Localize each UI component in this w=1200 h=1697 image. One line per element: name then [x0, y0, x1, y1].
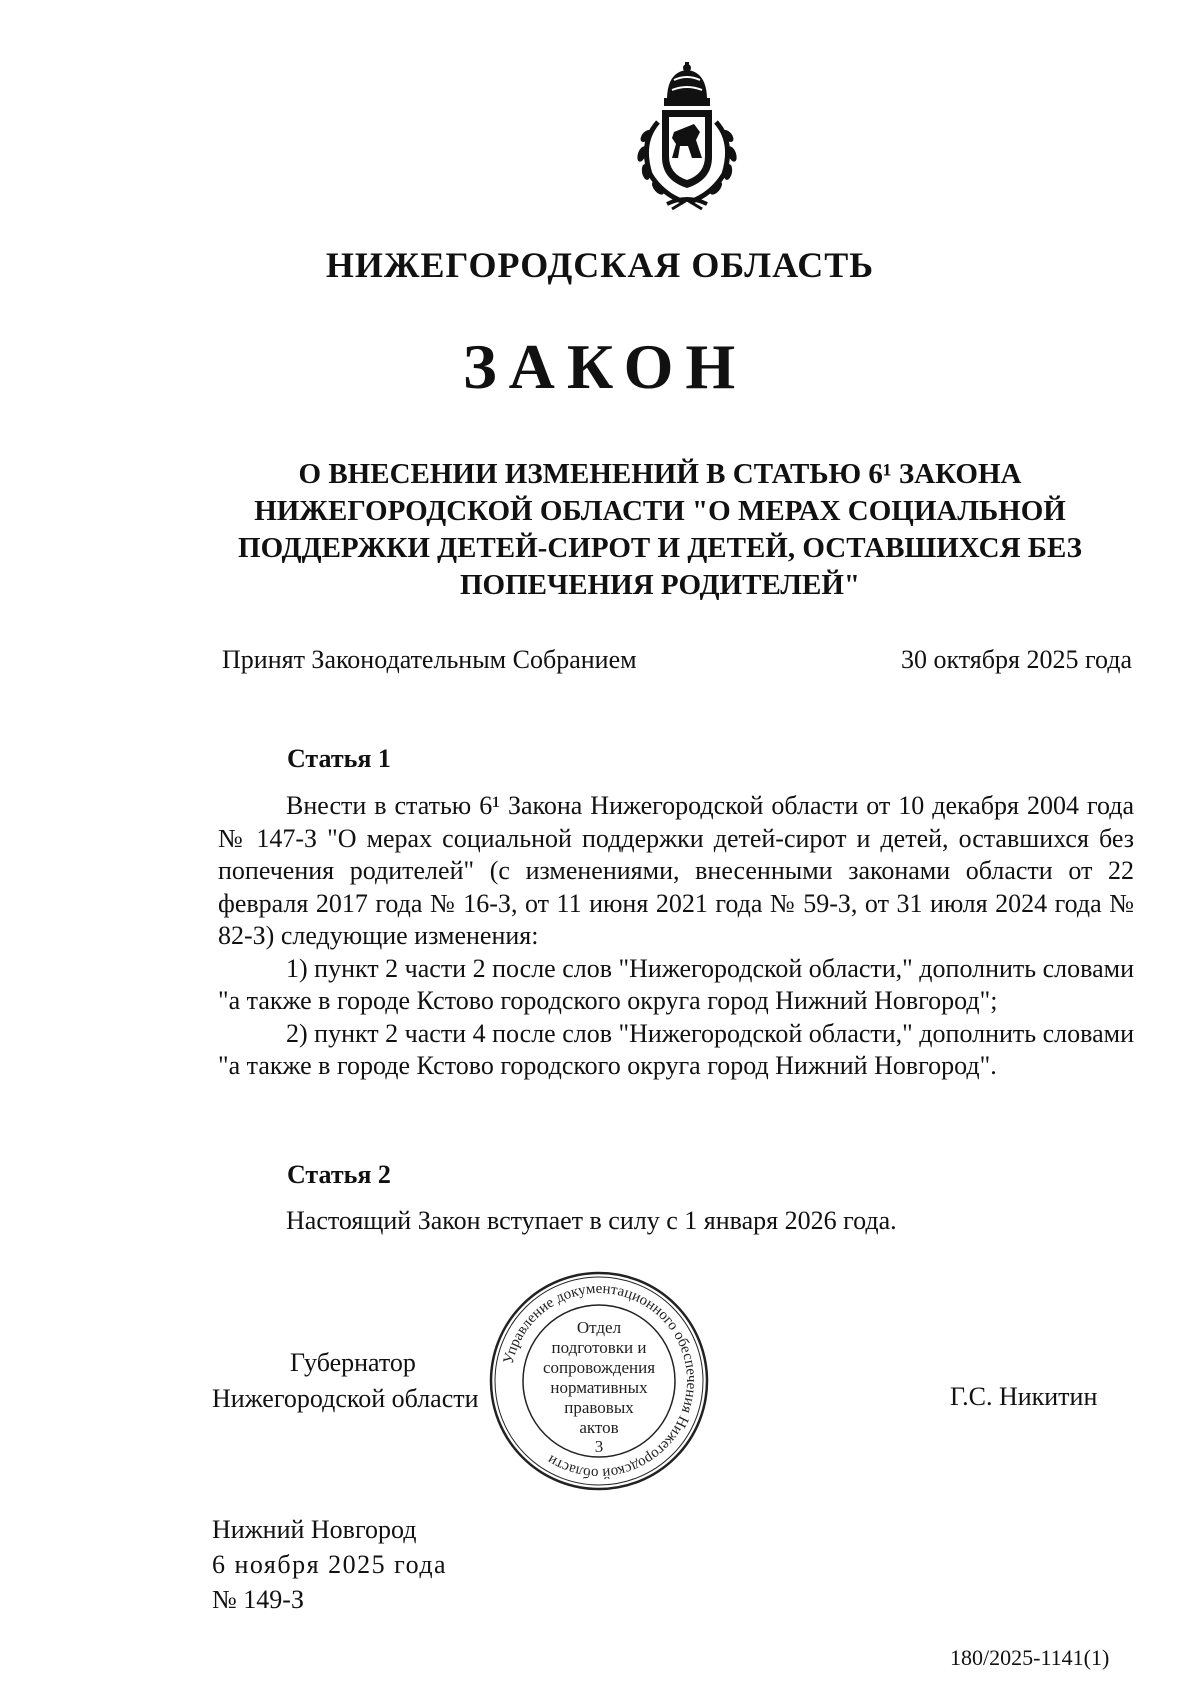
- article-1-paragraph: 1) пункт 2 части 2 после слов "Нижегородской области," дополнить словами "а также в городе Кстово городского округа город Нижний Новгород";: [218, 953, 1134, 1015]
- seal-center-line: правовых: [564, 1398, 634, 1417]
- document-type: ЗАКОН: [462, 331, 748, 402]
- law-title: [230, 456, 1090, 604]
- law-title-line: ПОПЕЧЕНИЯ РОДИТЕЛЕЙ": [459, 569, 861, 601]
- seal-center-line: актов: [579, 1418, 619, 1437]
- signing-date: 6 ноября 2025 года: [212, 1550, 448, 1579]
- city: Нижний Новгород: [212, 1515, 417, 1544]
- seal-center-line: нормативных: [550, 1378, 648, 1397]
- registration-number: 180/2025-1141(1): [950, 1645, 1110, 1670]
- law-title-line: О ВНЕСЕНИИ ИЗМЕНЕНИЙ В СТАТЬЮ 6¹ ЗАКОНА: [298, 458, 1022, 490]
- seal-center-line: Отдел: [576, 1318, 622, 1337]
- region-name: НИЖЕГОРОДСКАЯ ОБЛАСТЬ: [325, 245, 875, 285]
- adoption-label: Принят Законодательным Собранием: [222, 645, 637, 674]
- signatory-position-line: Губернатор: [290, 1348, 416, 1377]
- article-1-paragraph: Внести в статью 6¹ Закона Нижегородской области от 10 декабря 2004 года № 147-З "О мерах социальной поддержки детей-сирот и детей, оставшихся без попечения родителей" (с изменениями, внесенными законами области от 22 февраля 2017 года № 16-З, от 11 июня 2021 года № 59-З, от 31 июля 2024 года № 82-З) следующие изменения:: [218, 791, 1134, 950]
- law-title-line: ПОДДЕРЖКИ ДЕТЕЙ-СИРОТ И ДЕТЕЙ, ОСТАВШИХСЯ БЕЗ: [238, 532, 1082, 564]
- seal-center-line: сопровождения: [542, 1358, 656, 1377]
- law-title-line: НИЖЕГОРОДСКОЙ ОБЛАСТИ "О МЕРАХ СОЦИАЛЬНОЙ: [254, 495, 1066, 527]
- law-number: № 149-З: [212, 1585, 304, 1614]
- article-1-paragraph: 2) пункт 2 части 4 после слов "Нижегородской области," дополнить словами "а также в городе Кстово городского округа город Нижний Новгород".: [218, 1018, 1134, 1080]
- adoption-date: 30 октября 2025 года: [901, 645, 1132, 674]
- signatory-name: Г.С. Никитин: [950, 1382, 1098, 1411]
- seal-center-line: подготовки и: [551, 1338, 647, 1357]
- article-1-body: [218, 790, 1134, 1083]
- coat-of-arms-icon: [622, 62, 752, 212]
- signatory-position: [212, 1345, 479, 1417]
- article-2-body: [218, 1205, 1134, 1238]
- signatory-position-line: Нижегородской области: [212, 1384, 479, 1413]
- seal-ring-text: Управление документационного обеспечения Нижегородской области: [500, 1280, 700, 1482]
- official-seal-icon: [486, 1268, 712, 1494]
- article-1-title: Статья 1: [287, 744, 391, 773]
- place-and-date: [212, 1512, 447, 1617]
- article-2-paragraph: Настоящий Закон вступает в силу с 1 января 2026 года.: [286, 1206, 897, 1235]
- article-2-title: Статья 2: [287, 1160, 391, 1189]
- seal-center-line: 3: [594, 1437, 604, 1456]
